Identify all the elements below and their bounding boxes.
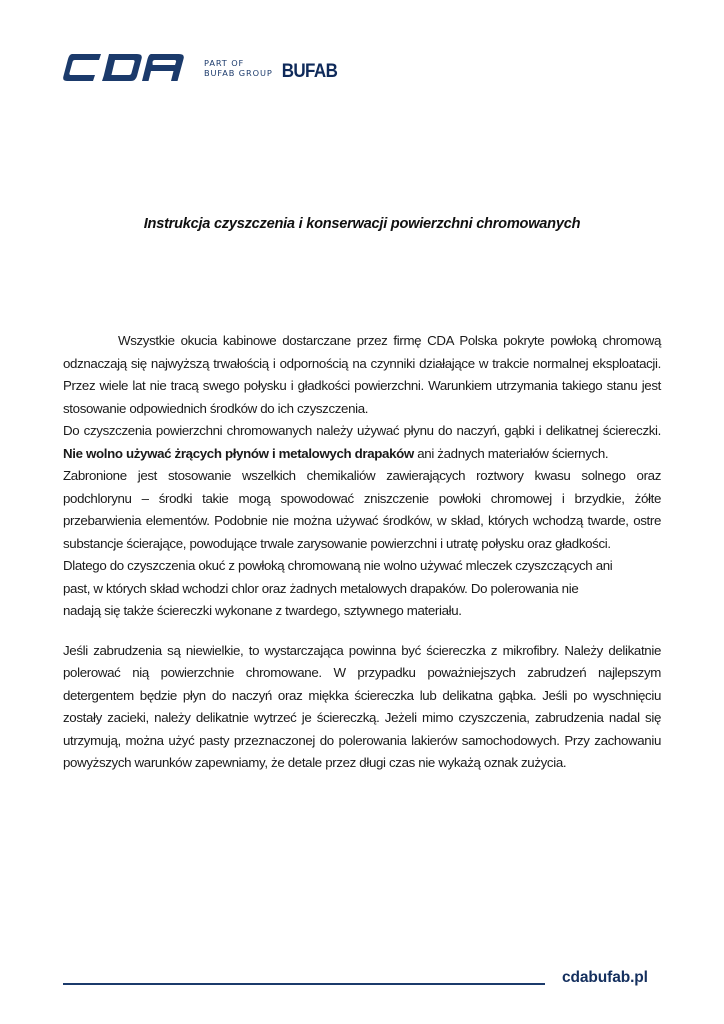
- paragraph-text: Do czyszczenia powierzchni chromowanych należy używać płynu do naczyń, gąbki i delikatnej ściereczki.: [63, 423, 661, 438]
- part-of-bufab-group: [204, 58, 273, 78]
- paragraph-line: nadają się także ściereczki wykonane z twardego, sztywnego materiału.: [63, 603, 462, 618]
- footer-website-link[interactable]: cdabufab.pl: [562, 969, 648, 986]
- cda-logo: [63, 54, 184, 81]
- paragraph-line: past, w których skład wchodzi chlor oraz żadnych metalowych drapaków. Do polerowania nie: [63, 580, 579, 596]
- document-title: Instrukcja czyszczenia i konserwacji powierzchni chromowanych: [143, 216, 581, 232]
- paragraph-text: ani żadnych materiałów ściernych.: [413, 445, 609, 461]
- paragraph-prohibited-chemicals: Zabronione jest stosowanie wszelkich chemikaliów zawierających roztwory kwasu solnego oraz podchlorynu – środki takie mogą spowodować zniszczenie powłoki chromowej i brzydkie, żółte przebarwienia elementów. Podobnie nie można używać środków, w skład, których wchodzą twarde, ostre substancje ścierające, powodujące trwale zarysowanie powierzchni i utratę połysku oraz gładkości.: [63, 468, 661, 551]
- page-header: [63, 52, 337, 82]
- warning-emphasis: Nie wolno używać żrących płynów i metalowych drapaków: [63, 445, 414, 461]
- paragraph-prohibited-products: [63, 555, 661, 623]
- part-of-line-1: PART OF: [204, 58, 245, 68]
- footer-divider: [63, 983, 545, 985]
- bufab-logo: BUFAB: [281, 59, 338, 82]
- paragraph-care-tips: Jeśli zabrudzenia są niewielkie, to wystarczająca powinna być ściereczka z mikrofibry. Należy delikatnie polerować nią powierzchnie chromowane. W przypadku poważniejszych zabrudzeń najlepszym detergentem będzie płyn do naczyń oraz miękka ściereczka lub delikatna gąbka. Jeśli po wyschnięciu zostały zacieki, należy delikatnie wytrzeć je ściereczką. Jeżeli mimo czyszczenia, zabrudzenia nadal się utrzymują, można użyć pasty przeznaczonej do polerowania lakierów samochodowych. Przy zachowaniu powyższych warunków zapewniamy, że detale przez długi czas nie wykażą oznak zużycia.: [63, 642, 661, 770]
- part-of-line-2: BUFAB GROUP: [204, 68, 273, 78]
- document-body: [63, 330, 661, 775]
- paragraph-recommended-cleaning: [63, 420, 661, 465]
- paragraph-line: Dlatego do czyszczenia okuć z powłoką chromowaną nie wolno używać mleczek czyszczących ani: [63, 558, 613, 573]
- paragraph-intro: Wszystkie okucia kabinowe dostarczane przez firmę CDA Polska pokryte powłoką chromową odznaczają się najwyższą trwałością i odpornością na czynniki działające w trakcie normalnej eksploatacji. Przez wiele lat nie tracą swego połysku i gładkości powierzchni. Warunkiem utrzymania takiego stanu jest stosowanie odpowiednich środków do ich czyszczenia.: [63, 333, 661, 416]
